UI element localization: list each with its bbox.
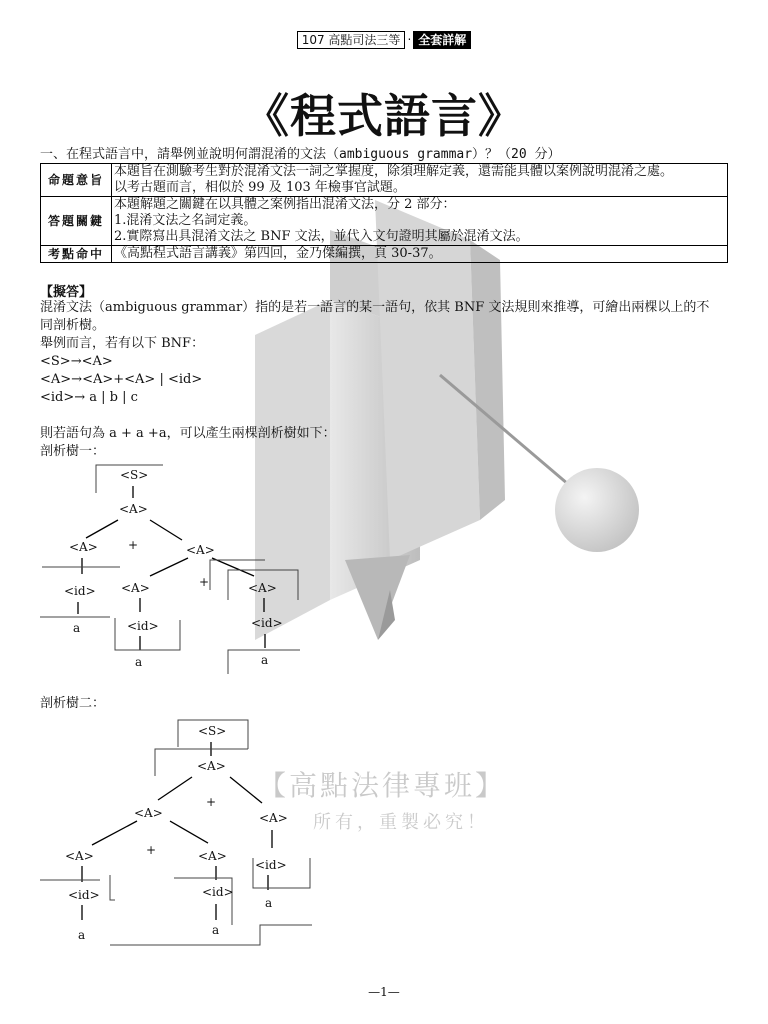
bnf-rule: <A>→<A>+<A> | <id>: [40, 372, 203, 387]
tree1-node-a: <A>: [69, 540, 98, 554]
tree1-node-s: <S>: [120, 468, 149, 482]
tree1-label: 剖析樹一：: [40, 444, 106, 459]
bnf-rule: <id>→ a | b | c: [40, 390, 138, 405]
tree1-node-a-terminal: a: [135, 655, 143, 669]
row-line: 《高點程式語言講義》第四回，金乃傑編撰，頁 30-37。: [114, 246, 442, 261]
answer-heading: 【擬答】: [40, 285, 93, 300]
tree2-node-a: <A>: [259, 811, 288, 825]
watermark-brand: 【高點法律專班】: [258, 769, 507, 802]
row-line: 1.混淆文法之名詞定義。: [114, 213, 257, 228]
watermark-rights: 所有，重製必究！: [313, 812, 489, 833]
full-solution-tag: 全套詳解: [413, 31, 471, 49]
header-separator: ‧: [407, 33, 412, 47]
page-title: 《程式語言》: [243, 89, 525, 143]
tree1-node-plus: +: [128, 538, 139, 552]
tree2-label: 剖析樹二：: [40, 696, 106, 711]
question-text: 一、在程式語言中，請舉例並說明何謂混淆的文法（ambiguous grammar）？（20 分）: [40, 147, 561, 162]
tree2-node-a: <A>: [65, 849, 94, 863]
tree1-node-a-terminal: a: [73, 621, 81, 635]
tree1-node-a: <A>: [119, 502, 148, 516]
row-label: 命題意旨: [41, 164, 112, 197]
tree2-node-a: <A>: [134, 806, 163, 820]
tree1-node-plus: +: [199, 575, 210, 589]
tree1-node-id: <id>: [64, 584, 96, 598]
definition-line: 混淆文法（ambiguous grammar）指的是若一語言的某一語句，依其 BNF 文法規則來推導，可繪出兩棵以上的不: [40, 300, 710, 315]
tree2-node-a-terminal: a: [265, 896, 273, 910]
tree1-node-a-terminal: a: [261, 653, 269, 667]
tree2-node-a-terminal: a: [78, 928, 86, 942]
tree2-node-plus: +: [206, 795, 217, 809]
example-intro: 舉例而言，若有以下 BNF：: [40, 336, 205, 351]
bnf-rule: <S>→<A>: [40, 354, 113, 369]
row-label: 答題關鍵: [41, 197, 112, 246]
tree2-node-a: <A>: [197, 759, 226, 773]
tree2-node-a-terminal: a: [212, 923, 220, 937]
tree2-node-plus: +: [146, 843, 157, 857]
sentence-line: 則若語句為 a + a +a，可以產生兩棵剖析樹如下：: [40, 426, 336, 441]
tree2-node-s: <S>: [198, 724, 227, 738]
tree1-node-id: <id>: [127, 619, 159, 633]
row-line: 本題旨在測驗考生對於混淆文法一詞之掌握度，除須理解定義，還需能具體以案例說明混淆之處。: [114, 164, 674, 179]
row-line: 以考古題而言，相似於 99 及 103 年檢事官試題。: [114, 180, 406, 195]
tree2-node-a: <A>: [198, 849, 227, 863]
tree2-node-id: <id>: [255, 858, 287, 872]
tree1-node-a: <A>: [186, 543, 215, 557]
exam-label: 107 高點司法三等: [297, 31, 406, 49]
row-line: 本題解題之關鍵在以具體之案例指出混淆文法，分 2 部分：: [114, 197, 456, 212]
page-number: —1—: [368, 985, 400, 999]
row-label: 考點命中: [41, 246, 112, 263]
tree1-node-a: <A>: [248, 581, 277, 595]
definition-line: 同剖析樹。: [40, 318, 106, 333]
tree1-node-a: <A>: [121, 581, 150, 595]
tree1-node-id: <id>: [251, 616, 283, 630]
tree2-node-id: <id>: [202, 885, 234, 899]
row-line: 2.實際寫出具混淆文法之 BNF 文法，並代入文句證明其屬於混淆文法。: [114, 229, 529, 244]
tree2-node-id: <id>: [68, 888, 100, 902]
